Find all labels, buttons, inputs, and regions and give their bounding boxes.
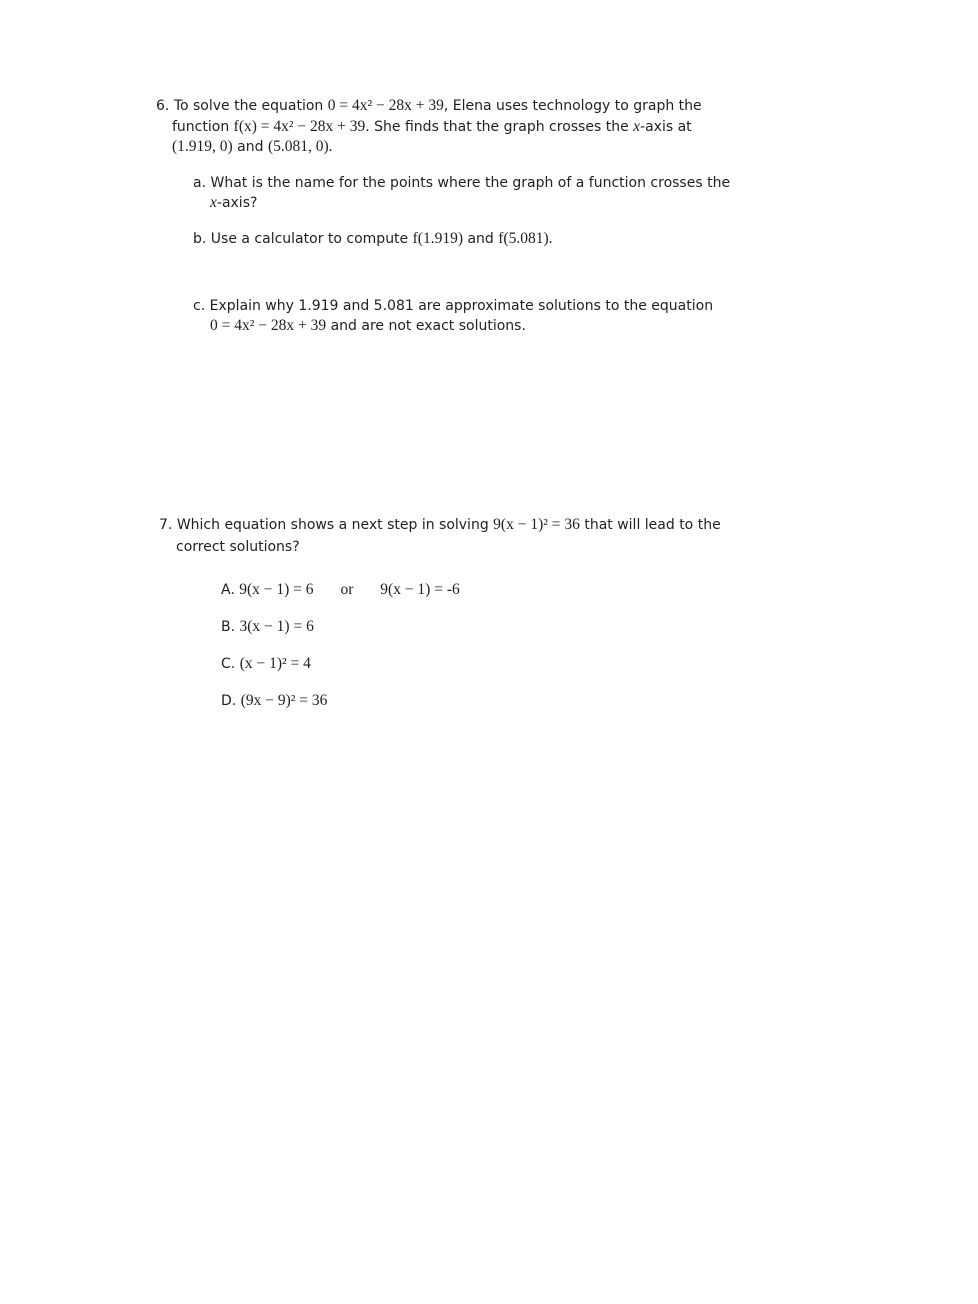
q7-equation: 9(x − 1)² = 36 — [493, 516, 580, 533]
q6a-label: a. — [193, 175, 207, 191]
q6b-label: b. — [193, 231, 207, 247]
q6-equation: 0 = 4x² − 28x + 39 — [327, 97, 444, 114]
q7-stem-line-1: 7. Which equation shows a next step in solving 9(x − 1)² = 36 that will lead to the — [159, 516, 721, 533]
q6-stem-line-1: 6. To solve the equation 0 = 4x² − 28x + 39, Elena uses technology to graph the — [156, 97, 702, 114]
choice-c[interactable]: C. (x − 1)² = 4 — [221, 655, 311, 672]
q6c-label: c. — [193, 298, 206, 314]
choice-label: D. — [221, 693, 237, 709]
choice-label: B. — [221, 619, 236, 635]
q6-stem-line-3: (1.919, 0) and (5.081, 0). — [172, 138, 333, 155]
q6-stem-line-2: function f(x) = 4x² − 28x + 39. She finds that the graph crosses the x-axis at — [172, 118, 692, 135]
q6-number: 6. — [156, 98, 170, 114]
choice-label: A. — [221, 582, 235, 598]
choice-label: C. — [221, 656, 236, 672]
choice-a[interactable]: A. 9(x − 1) = 6 or 9(x − 1) = -6 — [221, 581, 460, 598]
q7-stem-line-2: correct solutions? — [176, 539, 300, 555]
q7-number: 7. — [159, 517, 173, 533]
choice-b[interactable]: B. 3(x − 1) = 6 — [221, 618, 314, 635]
choice-d[interactable]: D. (9x − 9)² = 36 — [221, 692, 328, 709]
q6-function: f(x) = 4x² − 28x + 39 — [233, 118, 366, 135]
